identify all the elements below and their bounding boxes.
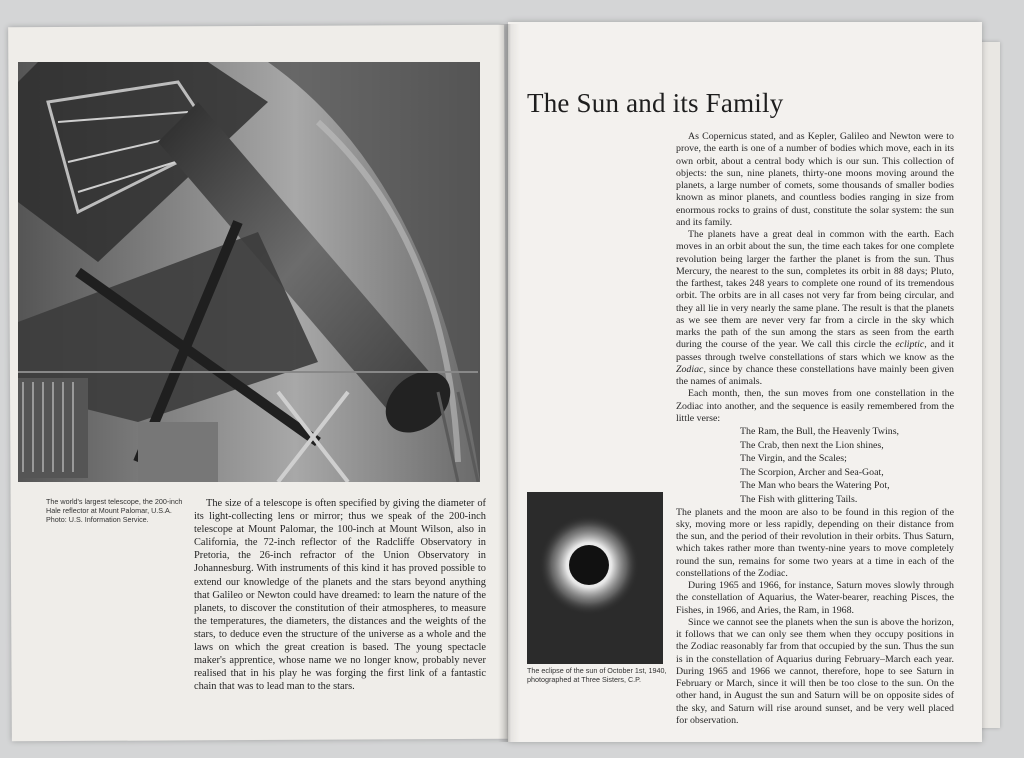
- zodiac-verse: [676, 425, 954, 507]
- paragraph-2-part-b: , and it passes through twelve constellations of stars which we know as the: [676, 339, 954, 363]
- telescope-photo: [18, 62, 480, 482]
- verse-line: The Scorpion, Archer and Sea-Goat,: [740, 466, 884, 478]
- paragraph-3: Each month, then, the sun moves from one constellation in the Zodiac into another, and the sequence is easily remembered from the little verse:: [676, 388, 954, 424]
- left-body-text: [194, 497, 486, 693]
- verse-line: The Crab, then next the Lion shines,: [740, 439, 884, 451]
- verse-line: The Fish with glittering Tails.: [740, 493, 858, 505]
- page-title: The Sun and its Family: [527, 88, 784, 118]
- paragraph-4: The planets and the moon are also to be found in this region of the sky, moving more or less rapidly, depending on their distance from the sun, and the period of their revolution in their orbits. Thus Saturn, which takes rather more than twenty-nine years to move completely round the sun, remains for some two years at a time in each of the constellations of the Zodiac.: [676, 506, 954, 579]
- paragraph-2-part-a: The planets have a great deal in common with the earth. Each moves in an orbit about the sun, the time each takes for one complete revolution being larger the farther the planet is from the sun. Thus Mercury, the nearest to the sun, completes its orbit in 88 days; Pluto, the farthest, takes 248 years to complete one round of its tremendous orbit. The orbits are in all cases not very far from being circular, and they all lie in very nearly the same plane. The result is that the planets as we see them are never very far from a circle in the sky which marks the path of the sun among the stars as seen from the earth during the course of the year. We call this circle the: [676, 229, 954, 351]
- right-body-text: [676, 131, 954, 727]
- paragraph-5: During 1965 and 1966, for instance, Saturn moves slowly through the constellation of Aquarius, the Water-bearer, reaching Pisces, the Fishes, in 1966, and Aries, the Ram, in 1968.: [676, 580, 954, 616]
- paragraph-6: Since we cannot see the planets when the sun is above the horizon, it follows that we can only see them when they occupy positions in the Zodiac reasonably far from that occupied by the sun. Thus the sun is in the constellation of Aquarius during February–March each year. During 1965 and 1966 we cannot, therefore, hope to see Saturn in February or March, since it will then be too close to the sun. On the other hand, in August the sun and Saturn will be on opposite sides of the sky, and Saturn will rise around sunset, and be very well placed for observation.: [676, 616, 954, 726]
- verse-line: The Man who bears the Watering Pot,: [740, 480, 890, 492]
- telescope-photo-caption: The world's largest telescope, the 200-inch Hale reflector at Mount Palomar, U.S.A. Photo: U.S. Information Service.: [46, 497, 183, 524]
- paragraph-2-part-c: , since by chance these constellations have mainly been given the names of animals.: [676, 363, 954, 387]
- paragraph-1: As Copernicus stated, and as Kepler, Galileo and Newton were to prove, the earth is one of a number of bodies which move, each in its own orbit, about a central body which is our sun. This collection of objects: the sun, nine planets, thirty-one moons moving around the planets, a large number of comets, some thousands of smaller bodies known as minor planets, and countless bodies ranging in size from enormous rocks to grains of dust, constitute the solar system: the sun and its family.: [676, 131, 954, 228]
- eclipse-photo-caption: The eclipse of the sun of October 1st, 1940, photographed at Three Sisters, C.P.: [527, 666, 667, 684]
- left-paragraph: The size of a telescope is often specified by giving the diameter of its light-collecting lens or mirror; thus we speak of the 200-inch telescope at Mount Palomar, the 100-inch at Mount Wilson, also in California, the 72-inch reflector of the Radcliffe Observatory in Pretoria, the 26-inch refractor of the Union Observatory in Johannesburg. With instruments of this kind it has proved possible to extend our knowledge of the planets and the stars beyond anything that Galileo or Newton could have dreamed: to learn the nature of the planets, to discover the constitution of their atmospheres, to measure the temperatures, the diameters, the distances and the weights of the stars, to deduce even the structure of the universe as a whole and the laws on which the great creation is based. The young spectacle maker's apprentice, whose name we no longer know, probably never realised that in his play he was forging the first link of a fantastic chain that was to lead man to the stars.: [194, 498, 486, 693]
- book-gutter: [498, 24, 520, 742]
- verse-line: The Virgin, and the Scales;: [740, 453, 847, 465]
- term-zodiac: Zodiac: [676, 363, 704, 375]
- verse-line: The Ram, the Bull, the Heavenly Twins,: [740, 426, 900, 437]
- eclipse-photo: [527, 492, 663, 664]
- paragraph-2: [676, 229, 954, 388]
- term-ecliptic: ecliptic: [895, 339, 925, 351]
